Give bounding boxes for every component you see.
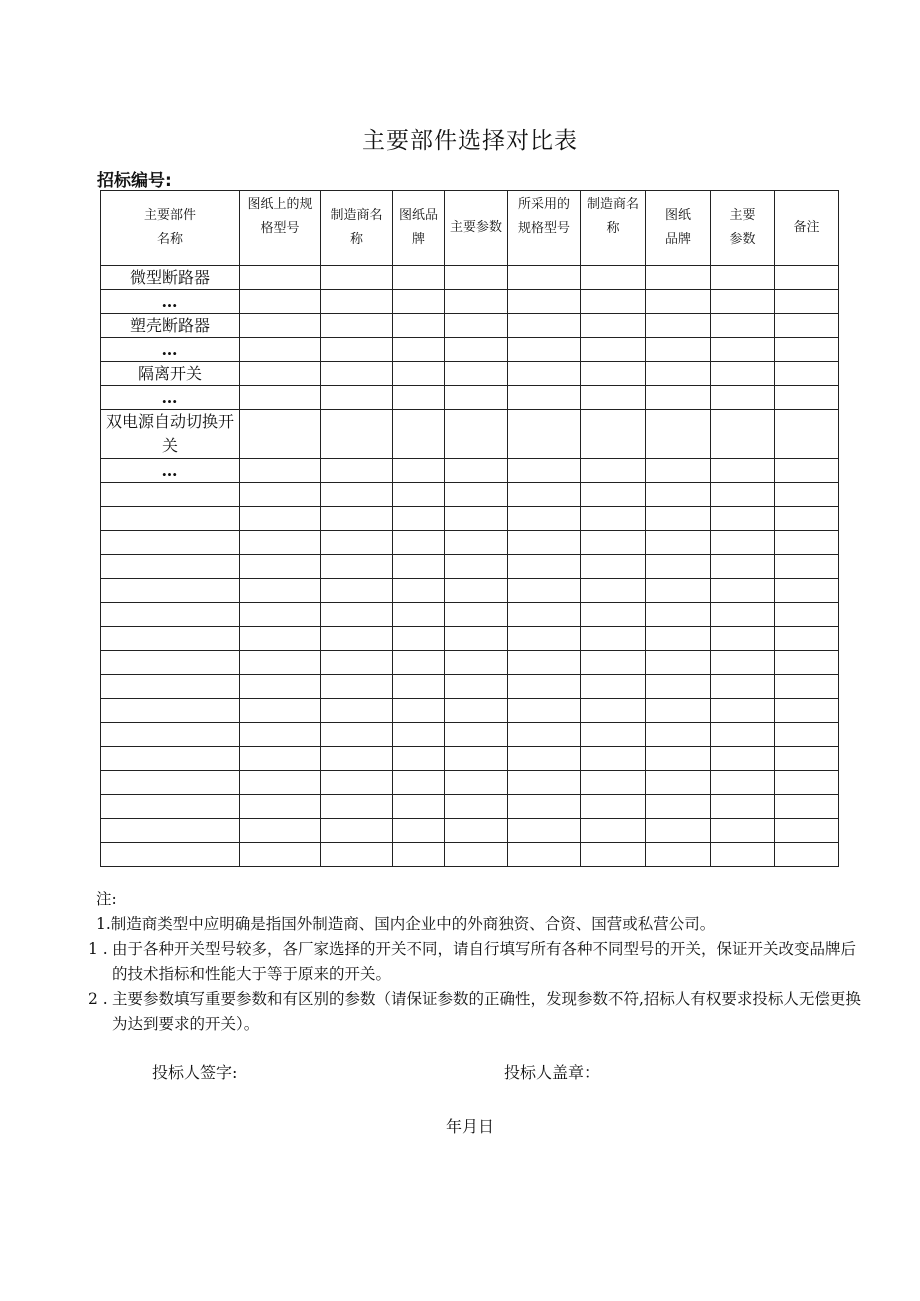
table-row — [101, 362, 839, 386]
table-row — [101, 410, 839, 459]
part-name-cell: … — [101, 338, 240, 362]
table-cell — [581, 699, 646, 723]
table-cell — [711, 843, 775, 867]
date-label: 年月日 — [445, 1117, 494, 1136]
table-cell — [646, 362, 711, 386]
table-cell — [646, 651, 711, 675]
table-cell — [711, 747, 775, 771]
table-cell — [775, 627, 839, 651]
table-cell — [321, 483, 393, 507]
bidder-signature-label: 投标人签字: — [152, 1063, 238, 1082]
table-cell — [321, 843, 393, 867]
header-drawing-spec: 图纸上的规 格型号 — [240, 191, 321, 266]
table-cell — [445, 819, 508, 843]
table-cell — [581, 603, 646, 627]
table-cell — [581, 362, 646, 386]
table-cell — [711, 531, 775, 555]
part-name-cell: … — [101, 386, 240, 410]
table-cell — [445, 483, 508, 507]
table-cell — [508, 627, 581, 651]
table-cell — [393, 723, 445, 747]
table-cell — [581, 531, 646, 555]
table-cell — [508, 386, 581, 410]
table-cell — [321, 290, 393, 314]
table-cell — [445, 338, 508, 362]
table-cell — [240, 483, 321, 507]
table-cell — [711, 483, 775, 507]
table-cell — [581, 290, 646, 314]
part-name-cell — [101, 483, 240, 507]
table-row — [101, 507, 839, 531]
table-cell — [445, 507, 508, 531]
table-cell — [775, 555, 839, 579]
table-cell — [393, 819, 445, 843]
part-name-cell: … — [101, 290, 240, 314]
table-cell — [775, 723, 839, 747]
table-cell — [321, 362, 393, 386]
table-cell — [508, 290, 581, 314]
table-row — [101, 627, 839, 651]
table-cell — [240, 290, 321, 314]
table-cell — [240, 723, 321, 747]
table-cell — [393, 290, 445, 314]
table-cell — [445, 314, 508, 338]
part-name-cell: 塑壳断路器 — [101, 314, 240, 338]
table-cell — [508, 771, 581, 795]
table-row — [101, 483, 839, 507]
table-cell — [581, 386, 646, 410]
table-cell — [508, 531, 581, 555]
table-cell — [508, 699, 581, 723]
table-cell — [393, 555, 445, 579]
table-cell — [775, 675, 839, 699]
note-item: 1. 制造商类型中应明确是指国外制造商、国内企业中的外商独资、合资、国营或私营公司。 — [96, 915, 716, 933]
header-manufacturer: 制造商名 称 — [321, 191, 393, 266]
table-cell — [321, 338, 393, 362]
note-item: 2 . 主要参数填写重要参数和有区别的参数（请保证参数的正确性，发现参数不符,招标人有权要求投标人无偿更换为达到要求的开关）。 — [88, 990, 861, 1033]
table-cell — [581, 410, 646, 459]
table-cell — [240, 579, 321, 603]
table-cell — [321, 723, 393, 747]
table-cell — [508, 483, 581, 507]
table-row — [101, 699, 839, 723]
table-cell — [240, 603, 321, 627]
table-cell — [508, 555, 581, 579]
table-cell — [775, 603, 839, 627]
table-cell — [508, 723, 581, 747]
table-cell — [646, 723, 711, 747]
table-cell — [240, 819, 321, 843]
table-cell — [711, 819, 775, 843]
table-cell — [646, 338, 711, 362]
table-row — [101, 555, 839, 579]
table-cell — [240, 771, 321, 795]
table-cell — [393, 266, 445, 290]
table-cell — [775, 266, 839, 290]
bid-number-label: 招标编号: — [97, 171, 172, 191]
header-adopted-spec: 所采用的 规格型号 — [508, 191, 581, 266]
table-row — [101, 338, 839, 362]
table-cell — [508, 459, 581, 483]
table-cell — [393, 627, 445, 651]
table-row — [101, 795, 839, 819]
header-drawing-brand-2: 图纸 品牌 — [646, 191, 711, 266]
header-remarks: 备注 — [775, 191, 839, 266]
table-cell — [646, 603, 711, 627]
table-cell — [240, 531, 321, 555]
part-name-cell — [101, 603, 240, 627]
table-row — [101, 266, 839, 290]
table-cell — [775, 699, 839, 723]
table-cell — [445, 699, 508, 723]
table-cell — [508, 338, 581, 362]
table-cell — [508, 603, 581, 627]
table-cell — [240, 747, 321, 771]
table-cell — [646, 579, 711, 603]
table-cell — [445, 362, 508, 386]
table-cell — [445, 290, 508, 314]
table-row — [101, 723, 839, 747]
table-cell — [581, 459, 646, 483]
table-cell — [393, 843, 445, 867]
part-name-cell — [101, 747, 240, 771]
table-cell — [445, 771, 508, 795]
table-cell — [711, 507, 775, 531]
header-part-name: 主要部件 名称 — [101, 191, 240, 266]
table-cell — [508, 651, 581, 675]
table-cell — [646, 290, 711, 314]
table-row — [101, 603, 839, 627]
table-cell — [581, 675, 646, 699]
table-cell — [240, 555, 321, 579]
table-cell — [445, 410, 508, 459]
table-cell — [581, 338, 646, 362]
table-cell — [508, 314, 581, 338]
table-cell — [646, 771, 711, 795]
part-name-cell — [101, 579, 240, 603]
table-cell — [775, 459, 839, 483]
table-cell — [393, 386, 445, 410]
table-cell — [321, 507, 393, 531]
table-cell — [646, 507, 711, 531]
table-cell — [775, 819, 839, 843]
table-row — [101, 819, 839, 843]
table-cell — [775, 290, 839, 314]
table-cell — [393, 507, 445, 531]
part-name-cell — [101, 795, 240, 819]
table-cell — [775, 410, 839, 459]
table-cell — [711, 723, 775, 747]
table-cell — [321, 410, 393, 459]
table-cell — [508, 362, 581, 386]
table-cell — [240, 795, 321, 819]
part-name-cell — [101, 627, 240, 651]
table-cell — [240, 410, 321, 459]
table-cell — [711, 459, 775, 483]
table-cell — [775, 531, 839, 555]
table-cell — [775, 651, 839, 675]
table-cell — [321, 795, 393, 819]
table-cell — [581, 747, 646, 771]
table-header-row — [101, 191, 839, 266]
table-cell — [711, 603, 775, 627]
table-row — [101, 771, 839, 795]
table-cell — [646, 459, 711, 483]
table-cell — [321, 579, 393, 603]
header-main-params-2: 主要 参数 — [711, 191, 775, 266]
table-cell — [581, 843, 646, 867]
table-cell — [240, 338, 321, 362]
table-cell — [393, 603, 445, 627]
table-cell — [775, 843, 839, 867]
table-cell — [581, 483, 646, 507]
part-name-cell: 微型断路器 — [101, 266, 240, 290]
part-name-cell — [101, 651, 240, 675]
notes-heading: 注: — [96, 890, 117, 908]
table-cell — [646, 747, 711, 771]
table-cell — [393, 531, 445, 555]
table-cell — [240, 627, 321, 651]
table-cell — [508, 819, 581, 843]
table-cell — [508, 795, 581, 819]
table-cell — [445, 555, 508, 579]
table-cell — [508, 747, 581, 771]
part-name-cell — [101, 771, 240, 795]
table-cell — [711, 338, 775, 362]
part-name-cell — [101, 531, 240, 555]
part-name-cell — [101, 723, 240, 747]
table-cell — [711, 627, 775, 651]
table-cell — [321, 314, 393, 338]
table-row — [101, 675, 839, 699]
table-cell — [445, 531, 508, 555]
table-cell — [646, 675, 711, 699]
table-cell — [321, 747, 393, 771]
table-cell — [393, 675, 445, 699]
table-cell — [508, 843, 581, 867]
table-row — [101, 531, 839, 555]
table-cell — [445, 675, 508, 699]
table-cell — [321, 603, 393, 627]
table-cell — [711, 675, 775, 699]
table-cell — [581, 795, 646, 819]
table-cell — [581, 771, 646, 795]
table-cell — [775, 314, 839, 338]
table-cell — [393, 795, 445, 819]
table-row — [101, 314, 839, 338]
table-cell — [775, 771, 839, 795]
table-row — [101, 459, 839, 483]
table-cell — [508, 410, 581, 459]
table-cell — [321, 627, 393, 651]
table-cell — [240, 699, 321, 723]
table-cell — [581, 314, 646, 338]
table-cell — [581, 819, 646, 843]
table-cell — [711, 555, 775, 579]
part-name-cell — [101, 555, 240, 579]
table-cell — [321, 386, 393, 410]
table-cell — [775, 362, 839, 386]
table-cell — [646, 843, 711, 867]
table-cell — [321, 459, 393, 483]
table-cell — [393, 362, 445, 386]
table-cell — [711, 362, 775, 386]
table-cell — [711, 651, 775, 675]
table-cell — [393, 699, 445, 723]
table-row — [101, 290, 839, 314]
table-cell — [646, 795, 711, 819]
table-cell — [711, 771, 775, 795]
table-row — [101, 386, 839, 410]
header-main-params: 主要参数 — [445, 191, 508, 266]
table-cell — [240, 314, 321, 338]
note-item: 1 . 由于各种开关型号较多，各厂家选择的开关不同，请自行填写所有各种不同型号的开关，保证开关改变品牌后的技术指标和性能大于等于原来的开关。 — [88, 940, 857, 983]
table-cell — [581, 651, 646, 675]
table-cell — [321, 531, 393, 555]
table-cell — [393, 410, 445, 459]
part-name-cell: 双电源自动切换开关 — [101, 410, 240, 459]
table-cell — [393, 771, 445, 795]
table-cell — [775, 338, 839, 362]
table-cell — [581, 579, 646, 603]
header-drawing-brand: 图纸品 牌 — [393, 191, 445, 266]
table-cell — [393, 579, 445, 603]
table-cell — [581, 266, 646, 290]
part-name-cell — [101, 819, 240, 843]
bidder-seal-label: 投标人盖章： — [504, 1063, 601, 1082]
table-cell — [240, 386, 321, 410]
table-cell — [445, 266, 508, 290]
table-cell — [775, 507, 839, 531]
part-name-cell — [101, 507, 240, 531]
part-name-cell — [101, 699, 240, 723]
table-cell — [646, 410, 711, 459]
table-cell — [240, 459, 321, 483]
page-title: 主要部件选择对比表 — [362, 128, 578, 154]
table-cell — [646, 819, 711, 843]
table-cell — [711, 314, 775, 338]
table-cell — [240, 507, 321, 531]
table-cell — [445, 651, 508, 675]
table-cell — [711, 266, 775, 290]
table-cell — [646, 627, 711, 651]
table-cell — [711, 386, 775, 410]
table-cell — [321, 675, 393, 699]
table-cell — [646, 314, 711, 338]
table-cell — [775, 386, 839, 410]
table-row — [101, 651, 839, 675]
table-cell — [393, 747, 445, 771]
table-cell — [321, 555, 393, 579]
table-cell — [775, 579, 839, 603]
table-cell — [581, 627, 646, 651]
table-cell — [321, 699, 393, 723]
part-name-cell: … — [101, 459, 240, 483]
table-row — [101, 843, 839, 867]
table-cell — [711, 410, 775, 459]
table-cell — [508, 266, 581, 290]
table-cell — [393, 651, 445, 675]
table-cell — [445, 386, 508, 410]
table-cell — [508, 579, 581, 603]
table-cell — [646, 555, 711, 579]
table-cell — [646, 483, 711, 507]
table-cell — [240, 266, 321, 290]
table-cell — [445, 579, 508, 603]
table-cell — [321, 651, 393, 675]
table-cell — [775, 795, 839, 819]
table-cell — [445, 843, 508, 867]
table-cell — [581, 507, 646, 531]
table-cell — [445, 459, 508, 483]
table-cell — [581, 723, 646, 747]
part-name-cell: 隔离开关 — [101, 362, 240, 386]
table-cell — [393, 459, 445, 483]
table-cell — [445, 603, 508, 627]
table-cell — [321, 819, 393, 843]
table-cell — [240, 675, 321, 699]
table-cell — [393, 483, 445, 507]
table-cell — [646, 699, 711, 723]
table-cell — [508, 675, 581, 699]
table-row — [101, 747, 839, 771]
table-cell — [240, 843, 321, 867]
table-cell — [711, 699, 775, 723]
table-cell — [445, 723, 508, 747]
table-cell — [775, 483, 839, 507]
table-cell — [581, 555, 646, 579]
notes-section — [88, 887, 866, 1037]
comparison-table — [100, 190, 839, 867]
table-cell — [711, 579, 775, 603]
header-manufacturer-2: 制造商名 称 — [581, 191, 646, 266]
table-cell — [646, 531, 711, 555]
table-cell — [646, 266, 711, 290]
table-cell — [240, 362, 321, 386]
table-cell — [321, 771, 393, 795]
table-cell — [711, 290, 775, 314]
table-cell — [508, 507, 581, 531]
table-cell — [393, 338, 445, 362]
table-cell — [445, 627, 508, 651]
table-cell — [240, 651, 321, 675]
table-cell — [711, 795, 775, 819]
table-cell — [393, 314, 445, 338]
table-cell — [445, 795, 508, 819]
table-cell — [775, 747, 839, 771]
table-cell — [445, 747, 508, 771]
table-cell — [321, 266, 393, 290]
table-cell — [646, 386, 711, 410]
part-name-cell — [101, 675, 240, 699]
part-name-cell — [101, 843, 240, 867]
table-row — [101, 579, 839, 603]
